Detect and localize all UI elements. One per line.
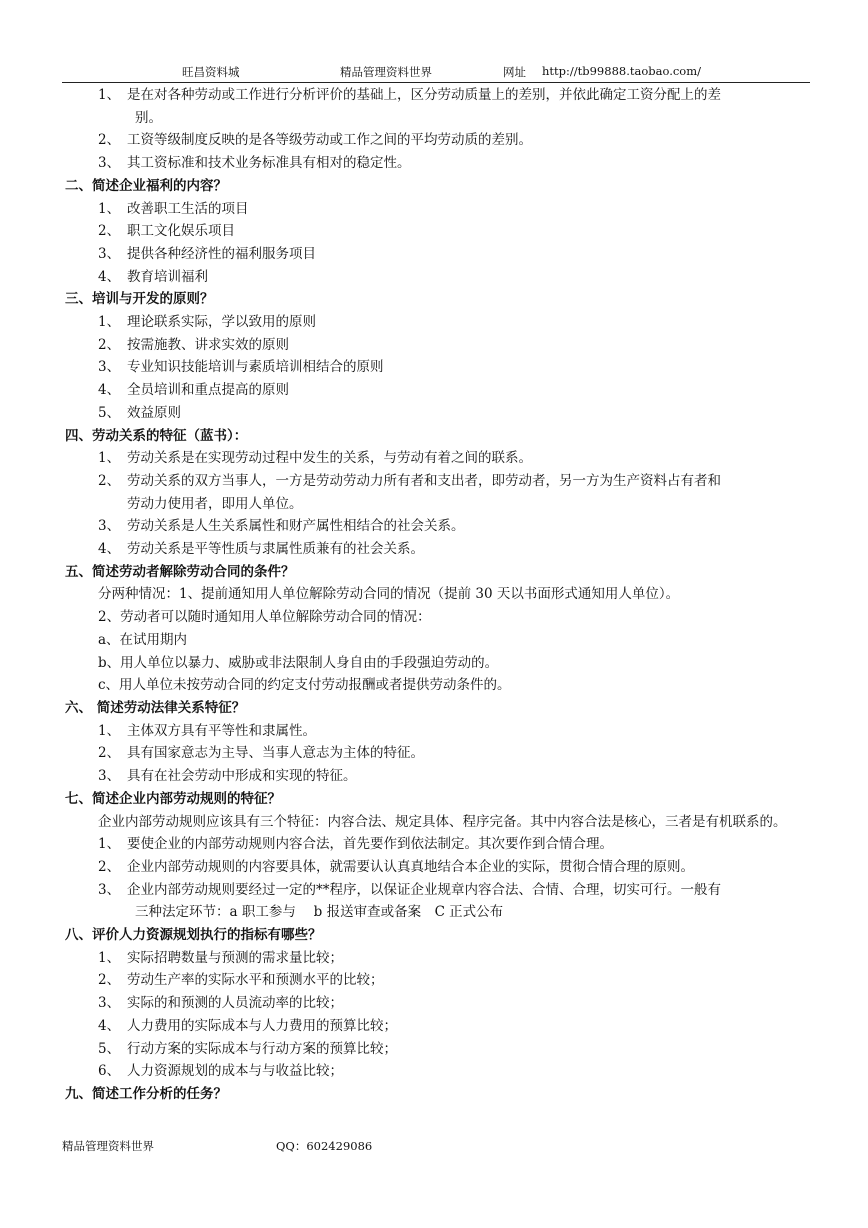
list-text: 要使企业的内部劳动规则内容合法，首先要作到依法制定。其次要作到合情合理。 (127, 836, 613, 853)
paragraph-line: a、在试用期内 (98, 631, 188, 648)
list-item (65, 402, 810, 425)
list-item-continuation: 三种法定环节：a 职工参与 b 报送审查或备案 C 正式公布 (135, 904, 504, 921)
footer-qq: QQ：602429086 (276, 1139, 373, 1153)
list-number: 3、 (98, 155, 121, 172)
list-item (65, 992, 810, 1015)
list-number: 1、 (98, 949, 121, 966)
list-item (65, 198, 810, 221)
list-text: 劳动关系是在实现劳动过程中发生的关系，与劳动有着之间的联系。 (127, 450, 532, 467)
paragraph-line: c、用人单位未按劳动合同的约定支付劳动报酬或者提供劳动条件的。 (98, 677, 511, 694)
list-item (65, 1060, 810, 1083)
section-heading: 七、简述企业内部劳动规则的特征？ (65, 790, 281, 807)
list-number: 2、 (98, 745, 121, 762)
list-number: 4、 (98, 268, 121, 285)
list-item (65, 356, 810, 379)
list-text: 企业内部劳动规则的内容要具体，就需要认认真真地结合本企业的实际，贯彻合情合理的原则。 (127, 858, 694, 875)
list-item (65, 879, 810, 902)
paragraph-line: 2、劳动者可以随时通知用人单位解除劳动合同的情况： (98, 609, 431, 626)
list-item-continuation: 别。 (135, 109, 162, 126)
list-item (65, 833, 810, 856)
list-number: 5、 (98, 1040, 121, 1057)
list-item (65, 266, 810, 289)
list-text: 专业知识技能培训与素质培训相结合的原则 (127, 359, 384, 376)
section-heading: 二、简述企业福利的内容？ (65, 177, 227, 194)
list-item-continuation: 劳动力使用者，即用人单位。 (127, 495, 303, 512)
footer-site-name: 精品管理资料世界 (62, 1139, 154, 1153)
list-text: 行动方案的实际成本与行动方案的预算比较； (127, 1040, 397, 1057)
list-number: 1、 (98, 836, 121, 853)
section-heading: 五、简述劳动者解除劳动合同的条件？ (65, 563, 295, 580)
list-item (65, 947, 810, 970)
list-text: 人力资源规划的成本与与收益比较； (127, 1063, 343, 1080)
list-item (65, 243, 810, 266)
header-site-name: 旺昌资料城 (182, 65, 240, 79)
section-heading: 九、简述工作分析的任务？ (65, 1085, 227, 1102)
section-heading: 三、培训与开发的原则？ (65, 291, 214, 308)
list-text: 工资等级制度反映的是各等级劳动或工作之间的平均劳动质的差别。 (127, 132, 532, 149)
list-item (65, 311, 810, 334)
paragraph: 企业内部劳动规则应该具有三个特征：内容合法、规定具体、程序完备。其中内容合法是核心，三者是有机联系的。 (98, 813, 787, 830)
page-header (62, 64, 810, 83)
list-number: 2、 (98, 972, 121, 989)
list-item (65, 84, 810, 107)
document-body (65, 84, 810, 1106)
list-number: 2、 (98, 132, 121, 149)
list-item (65, 447, 810, 470)
list-number: 3、 (98, 881, 121, 898)
list-number: 2、 (98, 223, 121, 240)
header-url-label: 网址 (503, 65, 526, 79)
list-text: 实际招聘数量与预测的需求量比较； (127, 949, 343, 966)
list-text: 效益原则 (127, 404, 181, 421)
list-number: 6、 (98, 1063, 121, 1080)
list-number: 1、 (98, 200, 121, 217)
list-item (65, 334, 810, 357)
list-text: 劳动关系的双方当事人，一方是劳动劳动力所有者和支出者，即劳动者，另一方为生产资料占有者和 (127, 472, 721, 489)
list-text: 教育培训福利 (127, 268, 208, 285)
list-text: 其工资标准和技术业务标准具有相对的稳定性。 (127, 155, 411, 172)
list-item (65, 129, 810, 152)
list-item (65, 720, 810, 743)
list-text: 人力费用的实际成本与人力费用的预算比较； (127, 1017, 397, 1034)
list-item (65, 856, 810, 879)
list-number: 4、 (98, 1017, 121, 1034)
list-number: 2、 (98, 858, 121, 875)
list-text: 按需施教、讲求实效的原则 (127, 336, 289, 353)
list-item (65, 470, 810, 493)
list-text: 具有国家意志为主导、当事人意志为主体的特征。 (127, 745, 424, 762)
list-text: 全员培训和重点提高的原则 (127, 382, 289, 399)
list-item (65, 220, 810, 243)
list-number: 4、 (98, 541, 121, 558)
paragraph-line: 分两种情况：1、提前通知用人单位解除劳动合同的情况（提前 30 天以书面形式通知用人单位）。 (98, 586, 680, 603)
list-number: 1、 (98, 314, 121, 331)
list-text: 是在对各种劳动或工作进行分析评价的基础上，区分劳动质量上的差别，并依此确定工资分配上的差 (127, 87, 721, 103)
list-text: 劳动生产率的实际水平和预测水平的比较； (127, 972, 384, 989)
list-number: 1、 (98, 722, 121, 739)
list-item (65, 379, 810, 402)
list-item (65, 1038, 810, 1061)
list-item (65, 515, 810, 538)
list-text: 劳动关系是平等性质与隶属性质兼有的社会关系。 (127, 541, 424, 558)
list-number: 5、 (98, 404, 121, 421)
list-text: 改善职工生活的项目 (127, 200, 249, 217)
section-heading: 六、 简述劳动法律关系特征？ (65, 699, 246, 716)
list-text: 劳动关系是人生关系属性和财产属性相结合的社会关系。 (127, 518, 465, 535)
list-text: 企业内部劳动规则要经过一定的**程序，以保证企业规章内容合法、合情、合理，切实可行。一般有 (127, 881, 721, 898)
list-item (65, 1015, 810, 1038)
list-text: 提供各种经济性的福利服务项目 (127, 245, 316, 262)
paragraph-line: b、用人单位以暴力、威胁或非法限制人身自由的手段强迫劳动的。 (98, 654, 499, 671)
list-number: 2、 (98, 336, 121, 353)
list-item (65, 152, 810, 175)
section-heading: 八、评价人力资源规划执行的指标有哪些？ (65, 927, 322, 944)
header-center-title: 精品管理资料世界 (340, 65, 432, 79)
list-number: 2、 (98, 472, 121, 489)
list-number: 4、 (98, 382, 121, 399)
header-url: http://tb99888.taobao.com/ (542, 64, 701, 78)
list-number: 3、 (98, 359, 121, 376)
section-heading: 四、劳动关系的特征（蓝书）： (65, 427, 248, 444)
list-number: 3、 (98, 768, 121, 785)
list-item (65, 765, 810, 788)
list-item (65, 969, 810, 992)
list-number: 1、 (98, 87, 121, 103)
list-text: 主体双方具有平等性和隶属性。 (127, 722, 316, 739)
list-text: 具有在社会劳动中形成和实现的特征。 (127, 768, 357, 785)
list-number: 3、 (98, 995, 121, 1012)
list-item (65, 742, 810, 765)
list-text: 职工文化娱乐项目 (127, 223, 235, 240)
list-number: 3、 (98, 245, 121, 262)
list-text: 实际的和预测的人员流动率的比较； (127, 995, 343, 1012)
list-number: 3、 (98, 518, 121, 535)
list-item (65, 538, 810, 561)
list-number: 1、 (98, 450, 121, 467)
list-text: 理论联系实际，学以致用的原则 (127, 314, 316, 331)
